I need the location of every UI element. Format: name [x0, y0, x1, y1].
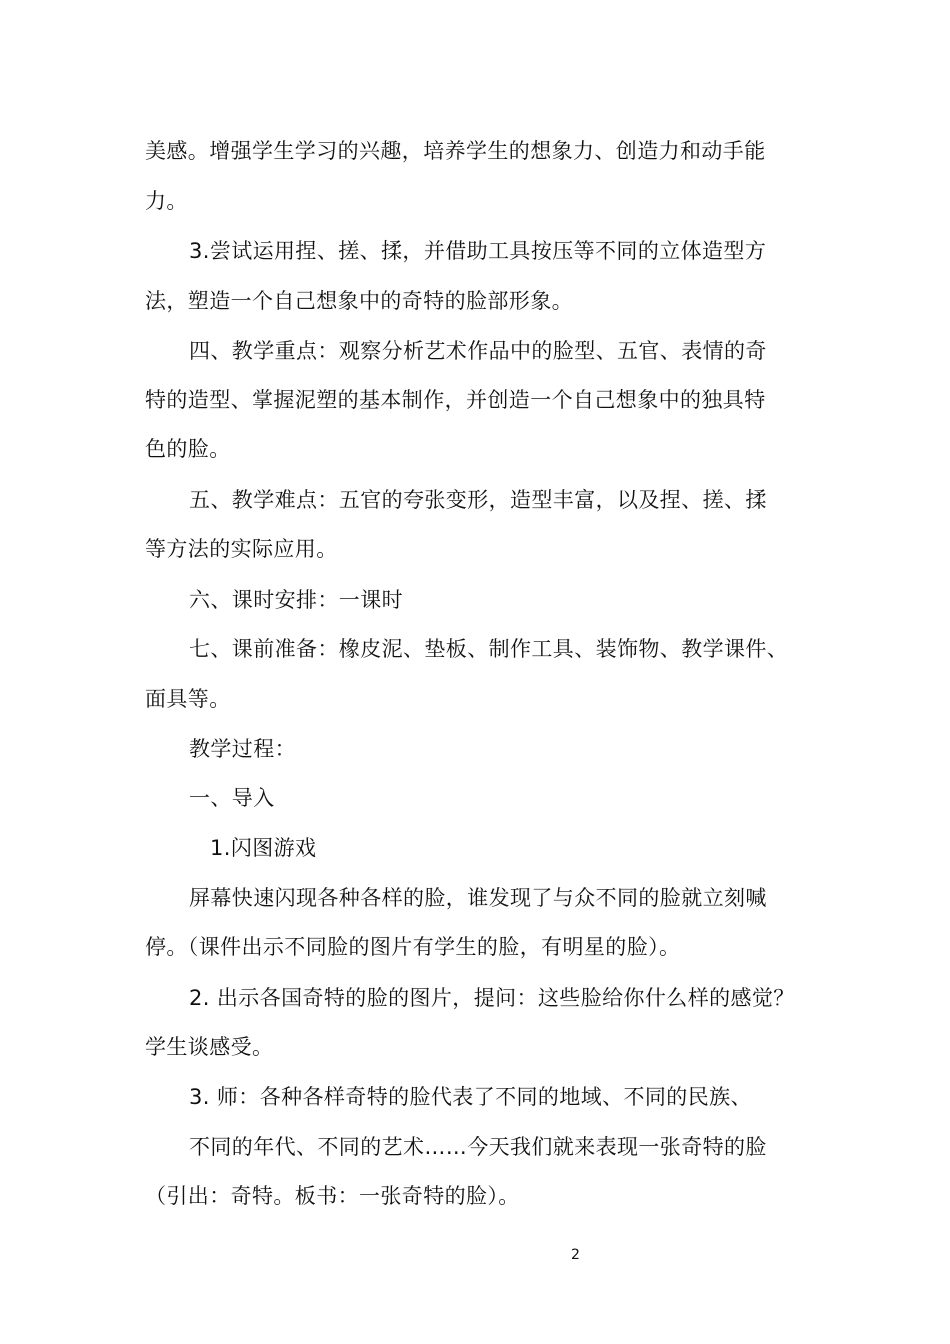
text-line: 法，塑造一个自己想象中的奇特的脸部形象。 [145, 289, 573, 313]
text-line: 六、课时安排：一课时 [189, 588, 403, 612]
section-heading: 教学过程： [189, 737, 296, 761]
text-line: 四、教学重点：观察分析艺术作品中的脸型、五官、表情的奇 [189, 339, 767, 363]
text-line: 色的脸。 [145, 437, 231, 461]
text-line: 3.尝试运用捏、搓、揉，并借助工具按压等不同的立体造型方 [189, 239, 767, 263]
text-line: 停。（课件出示不同脸的图片有学生的脸，有明星的脸）。 [145, 935, 681, 959]
text-line: 七、课前准备：橡皮泥、垫板、制作工具、装饰物、教学课件、 [189, 637, 789, 661]
text-line: 屏幕快速闪现各种各样的脸，谁发现了与众不同的脸就立刻喊 [189, 886, 767, 910]
page-number: 2 [571, 1247, 580, 1263]
text-line: 学生谈感受。 [145, 1035, 274, 1059]
text-line: 2. 出示各国奇特的脸的图片，提问：这些脸给你什么样的感觉？ [189, 986, 795, 1010]
text-line: 五、教学难点：五官的夸张变形，造型丰富，以及捏、搓、揉 [189, 488, 767, 512]
text-line: （引出：奇特。板书：一张奇特的脸）。 [145, 1184, 520, 1208]
text-line: 力。 [145, 189, 188, 213]
text-line: 等方法的实际应用。 [145, 537, 338, 561]
text-line: 不同的年代、不同的艺术……今天我们就来表现一张奇特的脸 [189, 1135, 767, 1159]
text-line: 美感。增强学生学习的兴趣，培养学生的想象力、创造力和动手能 [145, 139, 766, 163]
section-heading: 一、导入 [189, 786, 275, 810]
text-line: 特的造型、掌握泥塑的基本制作，并创造一个自己想象中的独具特 [145, 388, 766, 412]
subsection-heading: 1.闪图游戏 [210, 836, 317, 860]
text-line: 面具等。 [145, 687, 231, 711]
text-line: 3. 师：各种各样奇特的脸代表了不同的地域、不同的民族、 [189, 1085, 752, 1109]
